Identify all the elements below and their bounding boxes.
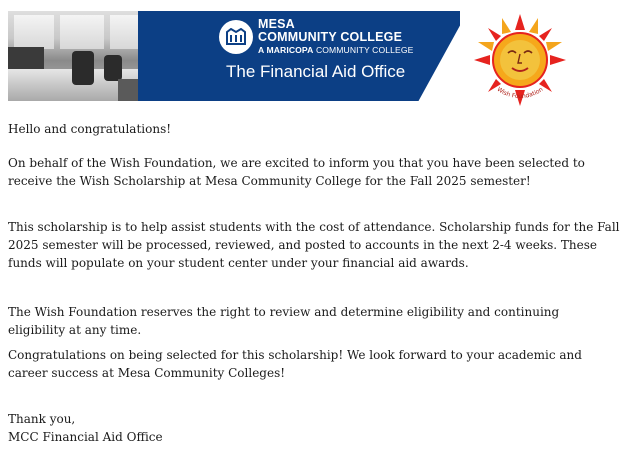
letter-paragraph-1: On behalf of the Wish Foundation, we are excited to inform you that you have been selected to receive the Wish Scholarship at Mesa Community College for the Fall 2025 semester! xyxy=(8,156,585,188)
letter-paragraph-3: The Wish Foundation reserves the right to review and determine eligibility and continuing eligibility at any time. xyxy=(8,305,560,337)
sun-logo-text: Wish Foundation xyxy=(495,85,545,101)
letter-signature: MCC Financial Aid Office xyxy=(8,430,163,444)
college-subtitle-prefix: A MARICOPA xyxy=(258,45,314,55)
letter-paragraph-2: This scholarship is to help assist students with the cost of attendance. Scholarship funds for the Fall 2025 semester will be processed, reviewed, and posted to accounts in the next 2-4 weeks. These funds will populate on your student center under your financial aid awards. xyxy=(8,220,620,270)
college-subtitle xyxy=(258,45,413,55)
college-subtitle-suffix: COMMUNITY COLLEGE xyxy=(315,45,414,55)
college-name-line2: COMMUNITY COLLEGE xyxy=(258,30,403,44)
letter-paragraph-4: Congratulations on being selected for this scholarship! We look forward to your academic and career success at Mesa Community Colleges! xyxy=(8,348,582,380)
college-name-line1: MESA xyxy=(258,17,295,31)
letter-greeting: Hello and congratulations! xyxy=(8,122,172,136)
office-title: The Financial Aid Office xyxy=(226,62,406,81)
letter-closing: Thank you, xyxy=(8,412,76,426)
mcc-logo-icon xyxy=(219,20,253,54)
college-name xyxy=(258,18,402,44)
wish-foundation-sun-logo xyxy=(468,8,572,112)
